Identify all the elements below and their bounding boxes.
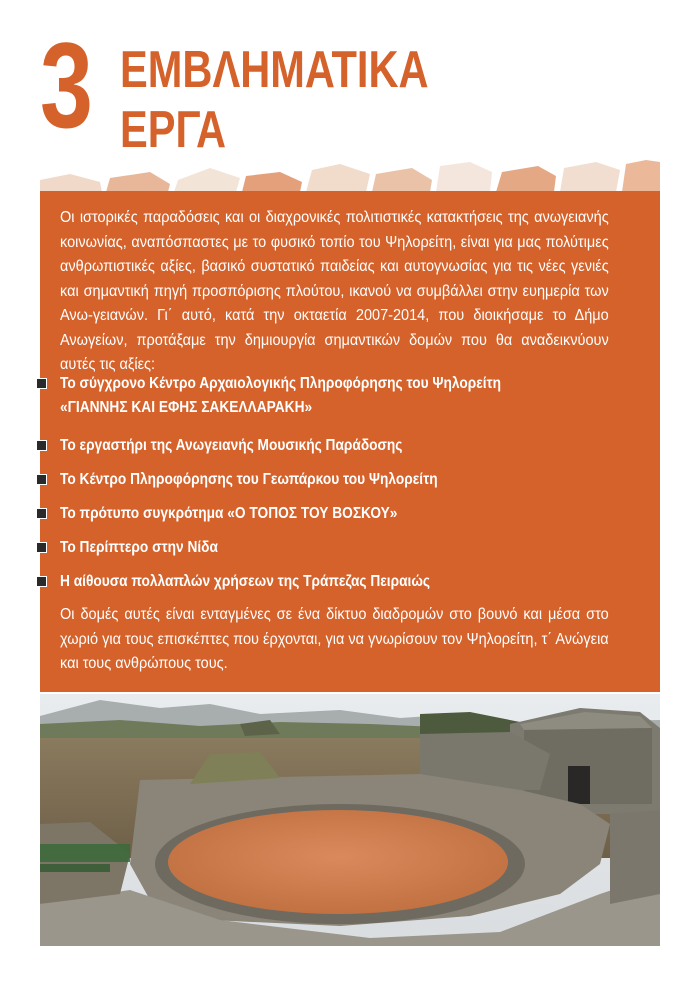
list-item-text: Το Κέντρο Πληροφόρησης του Γεωπάρκου του Ψηλορείτη [60, 471, 438, 488]
section-title-line2: ΕΡΓΑ [120, 101, 227, 159]
list-item [40, 468, 660, 492]
mosaic-border [40, 160, 660, 192]
list-item-text: Το εργαστήρι της Ανωγειανής Μουσικής Παράδοσης [60, 437, 403, 454]
content-panel [40, 191, 660, 692]
square-bullet-icon [36, 542, 47, 553]
square-bullet-icon [36, 440, 47, 451]
section-title-line1: ΕΜΒΛΗΜΑΤΙΚΑ [120, 41, 429, 99]
list-item [40, 536, 660, 560]
square-bullet-icon [36, 576, 47, 587]
square-bullet-icon [36, 508, 47, 519]
section-number: 3 [40, 17, 93, 153]
list-item [40, 502, 660, 526]
list-item-text: Η αίθουσα πολλαπλών χρήσεων της Τράπεζας Πειραιώς [60, 573, 431, 590]
section-header [40, 17, 660, 160]
intro-paragraph: Οι ιστορικές παραδόσεις και οι διαχρονικές πολιτιστικές κατακτήσεις της ανωγειανής κοινωνίας, αναπόσπαστες με το φυσικό τοπίο του Ψηλορείτη, είναι για μας πολύτιμες ανθρωπιστικές αξίες, βασικό συστατικό παιδείας και αυτογνωσίας για τις νέες γενιές και σημαντική πηγή προσπόρισης πλούτου, ικανού να συμβάλλει στην ευημερία των Ανω-γειανών. Γι΄ αυτό, κατά την οκταετία 2007-2014, που διοικήσαμε το Δήμο Ανωγείων, προτάξαμε την δημιουργία σημαντικών δομών που θα αναδεικνύουν αυτές τις αξίες: [60, 209, 609, 373]
square-bullet-icon [36, 474, 47, 485]
site-photo [40, 694, 660, 946]
list-item-text: Το Περίπτερο στην Νίδα [60, 539, 218, 556]
list-item-text-cont: «ΓΙΑΝΝΗΣ ΚΑΙ ΕΦΗΣ ΣΑΚΕΛΛΑΡΑΚΗ» [60, 399, 313, 416]
list-item [40, 570, 660, 594]
list-item-text: Το πρότυπο συγκρότημα «Ο ΤΟΠΟΣ ΤΟΥ ΒΟΣΚΟΥ» [60, 505, 398, 522]
square-bullet-icon [36, 378, 47, 389]
list-item [40, 434, 660, 458]
list-item-text: Το σύγχρονο Κέντρο Αρχαιολογικής Πληροφόρησης του Ψηλορείτη [60, 375, 502, 392]
projects-list [40, 372, 660, 594]
list-item [40, 372, 660, 420]
outro-paragraph: Οι δομές αυτές είναι ενταγμένες σε ένα δίκτυο διαδρομών στο βουνό και μέσα στο χωριό για τους επισκέπτες που έρχονται, για να γνωρίσουν τον Ψηλορείτη, τ΄ Ανώγεια και τους ανθρώπους τους. [60, 606, 609, 672]
